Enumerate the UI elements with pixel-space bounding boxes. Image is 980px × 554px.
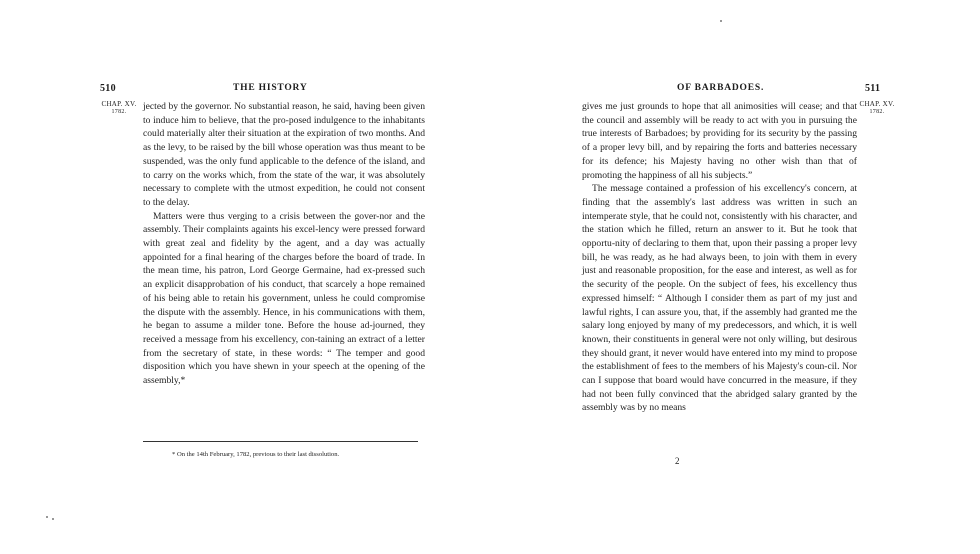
left-page-number: 510 [100, 83, 116, 94]
left-margin-chapter: CHAP. XV. [101, 100, 137, 108]
right-page-number: 511 [865, 83, 881, 94]
footnote-rule [143, 441, 418, 442]
page-blemish [720, 20, 722, 22]
right-paragraph-2: The message contained a profession of his excellency's concern, at finding that the assembly's last address was written in such an intemperate style, that he could not, consistently with his character, and the station which he filled, return an answer to it. But he took that opportu-nity of declaring to them that, upon their passing a proper levy bill, he was ready, as he had always been, to join with them in every just and reasonable proposition, for the ease and interest, as well as for the security of the people. On the subject of fees, his excellency thus expressed himself: “ Although I consider them as part of my just and lawful rights, I can assure you, that, if the assembly had granted me the salary long enjoyed by many of my predecessors, and which, it is well known, their constituents in general were not only willing, but desirous they should grant, it never would have entered into my mind to propose the establishment of fees to the members of his Majesty's coun-cil. Nor can I suppose that board would have concurred in the measure, if they had not been fully convinced that the abridged salary granted by the assembly was by no means [582, 183, 857, 414]
right-margin-chapter: CHAP. XV. [859, 100, 895, 108]
left-paragraph-1: jected by the governor. No substantial reason, he said, having been given to induce him to believe, that the pro-posed indulgence to the inhabitants could materially alter their situation at the expiration of two months. And as the levy, to be raised by the bill whose operation was thus meant to be suspended, was the only fund applicable to the defence of the island, and to carry on the works which, from the state of the war, it was absolutely necessary to complete with the utmost expedition, he could not consent to the delay. [143, 101, 425, 208]
left-margin-note [99, 100, 139, 116]
page-blemish [52, 518, 54, 520]
right-page [490, 0, 980, 554]
left-margin-year: 1782. [111, 109, 127, 115]
left-body-text [143, 100, 425, 388]
right-margin-note [857, 100, 897, 116]
right-paragraph-1: gives me just grounds to hope that all animosities will cease; and that the council and assembly will be ready to act with you in pursuing the true interests of Barbadoes; by providing for its security by the passing of a proper levy bill, and by repairing the forts and batteries necessary for its defence; his Majesty having no other wish than that of promoting the happiness of all his subjects.” [582, 101, 857, 181]
left-footnote: * On the 14th February, 1782, previous to their last dissolution. [172, 451, 340, 458]
right-running-head: OF BARBADOES. [677, 83, 765, 93]
right-body-text [582, 100, 857, 415]
left-paragraph-2: Matters were thus verging to a crisis between the gover-nor and the assembly. Their complaints againts his excel-lency were pressed forward with great zeal and fidelity by the agent, and a day was actually appointed for a final hearing of the charges before the board of trade. In the mean time, his patron, Lord George Germaine, had ex-pressed such an explicit disapprobation of his conduct, that scarcely a hope remained of his being able to retain his government, unless he could compromise the dispute with the assembly. Hence, in his communications with them, he began to assume a milder tone. Before the house ad-journed, they received a message from his excellency, con-taining an extract of a letter from the secretary of state, in these words: “ The temper and good disposition which you have shewn in your speech at the opening of the assembly,* [143, 210, 425, 387]
page-blemish [46, 516, 48, 518]
right-margin-year: 1782. [869, 109, 885, 115]
signature-mark: 2 [675, 456, 680, 466]
left-running-head: THE HISTORY [233, 83, 308, 93]
